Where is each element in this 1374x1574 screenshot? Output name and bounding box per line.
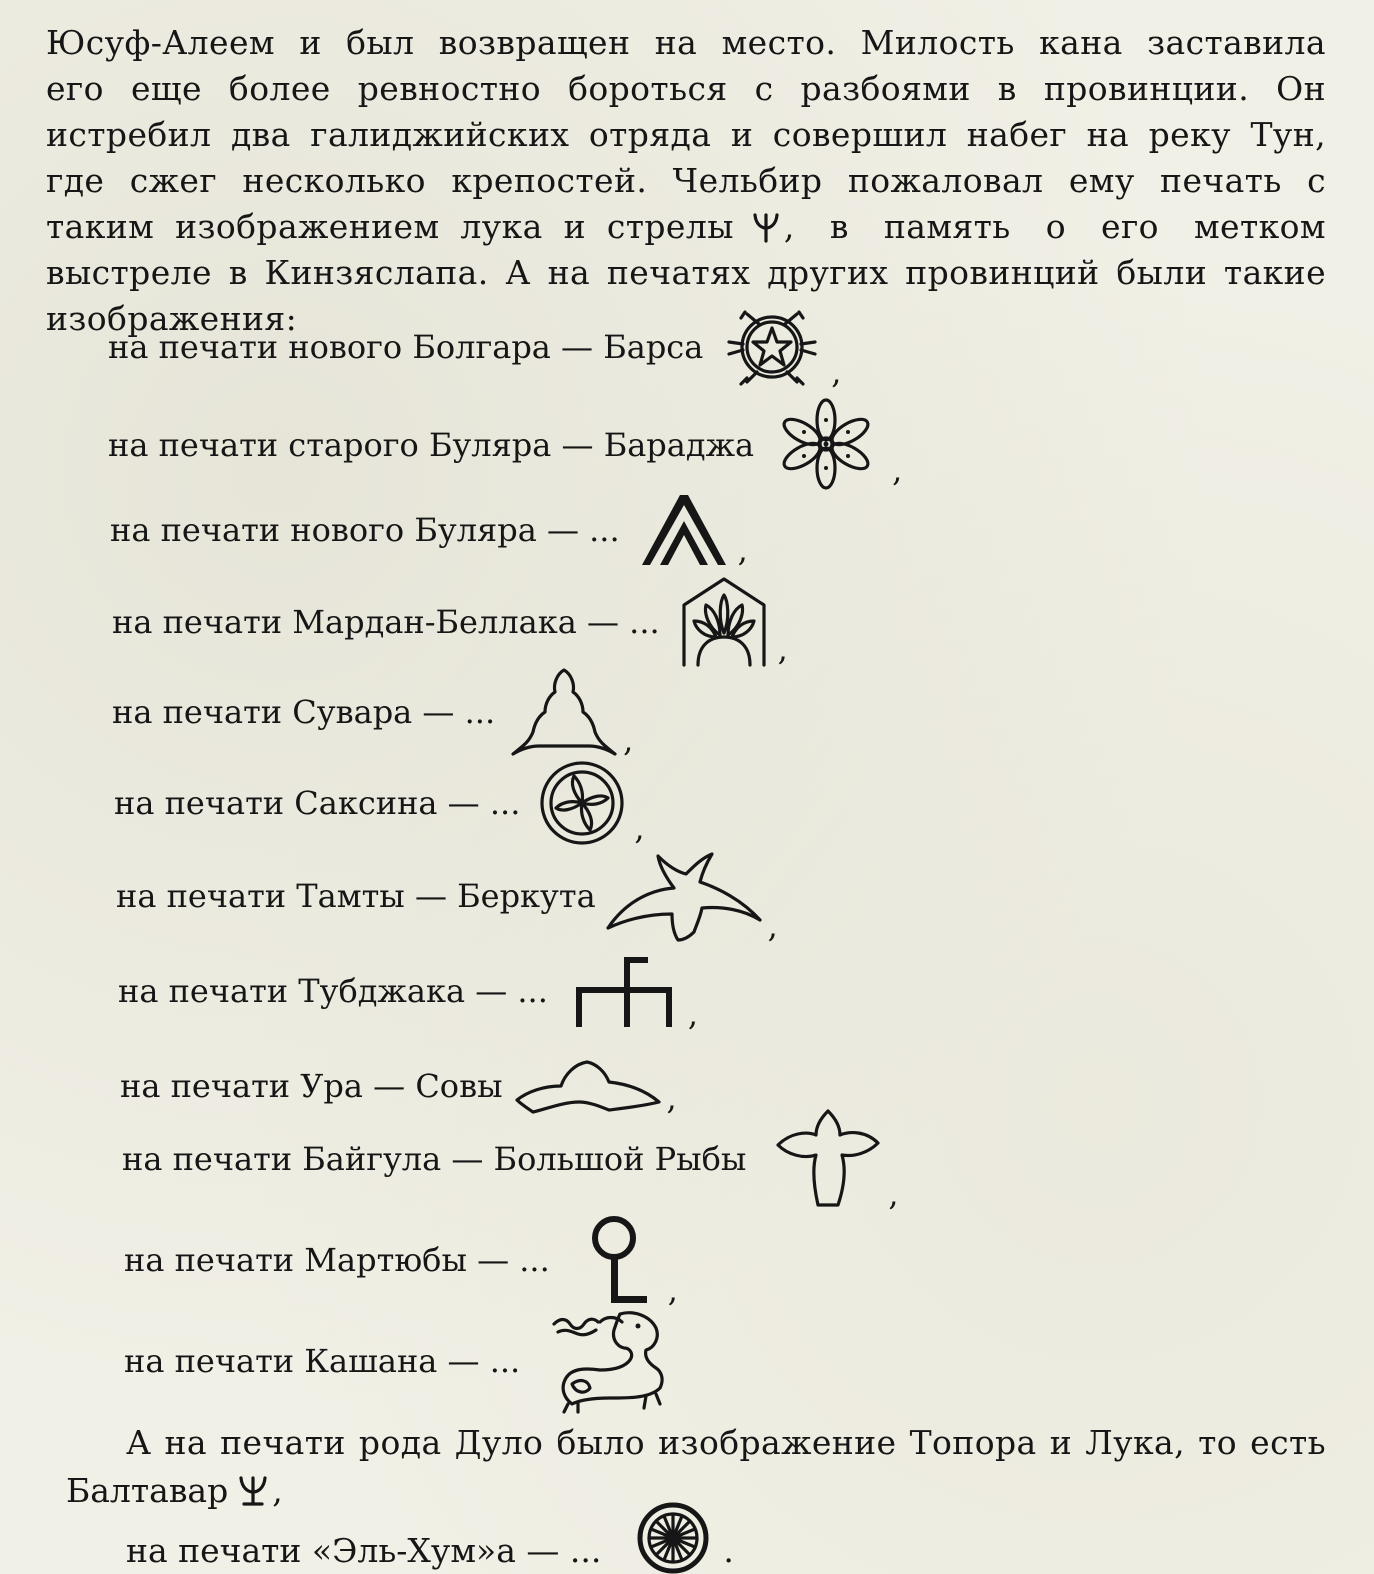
seal-row-kashan — [124, 1306, 680, 1416]
seal-row-old-bulyar — [108, 400, 902, 490]
gear-star-seal-icon — [717, 304, 827, 390]
tiered-mound-icon — [509, 666, 619, 758]
closing-el-hum-text: на печати «Эль-Хум»а — ... — [126, 1531, 602, 1570]
double-chevron-icon — [634, 491, 734, 569]
bow-arrow-icon — [752, 211, 780, 243]
seal-punct-new-bulyar: , — [737, 531, 748, 569]
seal-row-new-bulyar — [110, 490, 748, 570]
seal-text-tubdzhak: на печати Тубджака — ... — [118, 972, 548, 1010]
seal-text-kashan: на печати Кашана — ... — [124, 1342, 521, 1380]
closing-line-2-punct: , — [272, 1471, 283, 1510]
seal-text-tamta: на печати Тамты — Беркута — [116, 877, 596, 915]
ring-stand-icon — [584, 1212, 664, 1308]
eagle-icon — [604, 848, 764, 944]
seal-row-tamta — [116, 846, 778, 946]
seal-punct-suvar: , — [623, 721, 634, 759]
six-petal-flower-icon — [768, 400, 888, 490]
seal-text-mardan-bellak: на печати Мардан-Беллака — ... — [112, 603, 660, 641]
closing-baltavar-text: Балтавар — [66, 1471, 229, 1510]
seal-text-bolgar: на печати нового Болгара — Барса — [108, 328, 704, 366]
seal-punct-baigul: , — [888, 1175, 899, 1213]
seal-punct-mardan-bellak: , — [777, 630, 788, 668]
dragon-icon — [550, 1308, 680, 1414]
seal-punct-martyuba: , — [667, 1271, 678, 1309]
intro-line-1: Юсуф-Алеем и был возвращен на место. Милость кана заставила — [46, 23, 1326, 62]
seal-row-baigul — [122, 1104, 899, 1214]
seal-row-tubdzhak — [118, 948, 698, 1034]
seal-text-saksin: на печати Саксина — ... — [114, 784, 521, 822]
intro-line-2: его еще более ревностно бороться с разбоями в провинции. Он — [46, 69, 1326, 108]
seal-text-suvar: на печати Сувара — ... — [112, 693, 496, 731]
seal-text-ur: на печати Ура — Совы — [120, 1067, 503, 1105]
closing-line-1: А на печати рода Дуло было изображение Топора и Лука, то есть — [126, 1423, 1326, 1462]
spoked-wheel-icon — [623, 1500, 723, 1574]
seal-punct-old-bulyar: , — [892, 451, 903, 489]
trident-tamga-icon — [574, 951, 684, 1031]
seal-row-saksin — [114, 758, 645, 848]
seal-row-suvar — [112, 664, 633, 760]
seal-row-bolgar — [108, 302, 841, 392]
quatrefoil-fish-icon — [774, 1107, 884, 1211]
closing-line-3 — [126, 1500, 734, 1574]
seal-text-baigul: на печати Байгула — Большой Рыбы — [122, 1140, 747, 1178]
seal-text-old-bulyar: на печати старого Буляра — Бараджа — [108, 426, 755, 464]
seal-punct-saksin: , — [634, 809, 645, 847]
seal-row-martyuba — [124, 1210, 678, 1310]
intro-line-6: выстреле в Кинзяслапа. А на печатях других провинций были такие — [46, 253, 1326, 292]
intro-line-7: изображения: — [46, 299, 298, 338]
circle-wheel-icon — [534, 760, 630, 846]
seal-text-new-bulyar: на печати нового Буляра — ... — [110, 511, 620, 549]
intro-line-4: где сжег несколько крепостей. Чельбир пожаловал ему печать с — [46, 161, 1326, 200]
seal-punct-tubdzhak: , — [687, 995, 699, 1033]
seal-row-mardan-bellak — [112, 575, 788, 669]
arch-flower-icon — [674, 575, 774, 669]
intro-line-5-start: таким изображением лука и стрелы — [46, 207, 734, 246]
seal-punct-tamta: , — [767, 907, 778, 945]
intro-line-3: истребил два галиджийских отряда и совершил набег на реку Тун, — [46, 115, 1326, 154]
intro-line-5 — [46, 204, 1326, 250]
seal-text-martyuba: на печати Мартюбы — ... — [124, 1241, 550, 1279]
intro-line-5-end: , в память о его метком — [783, 207, 1326, 246]
seal-punct-ur: , — [666, 1079, 677, 1117]
seal-punct-bolgar: , — [831, 353, 842, 391]
closing-line-3-punct: . — [723, 1531, 734, 1570]
